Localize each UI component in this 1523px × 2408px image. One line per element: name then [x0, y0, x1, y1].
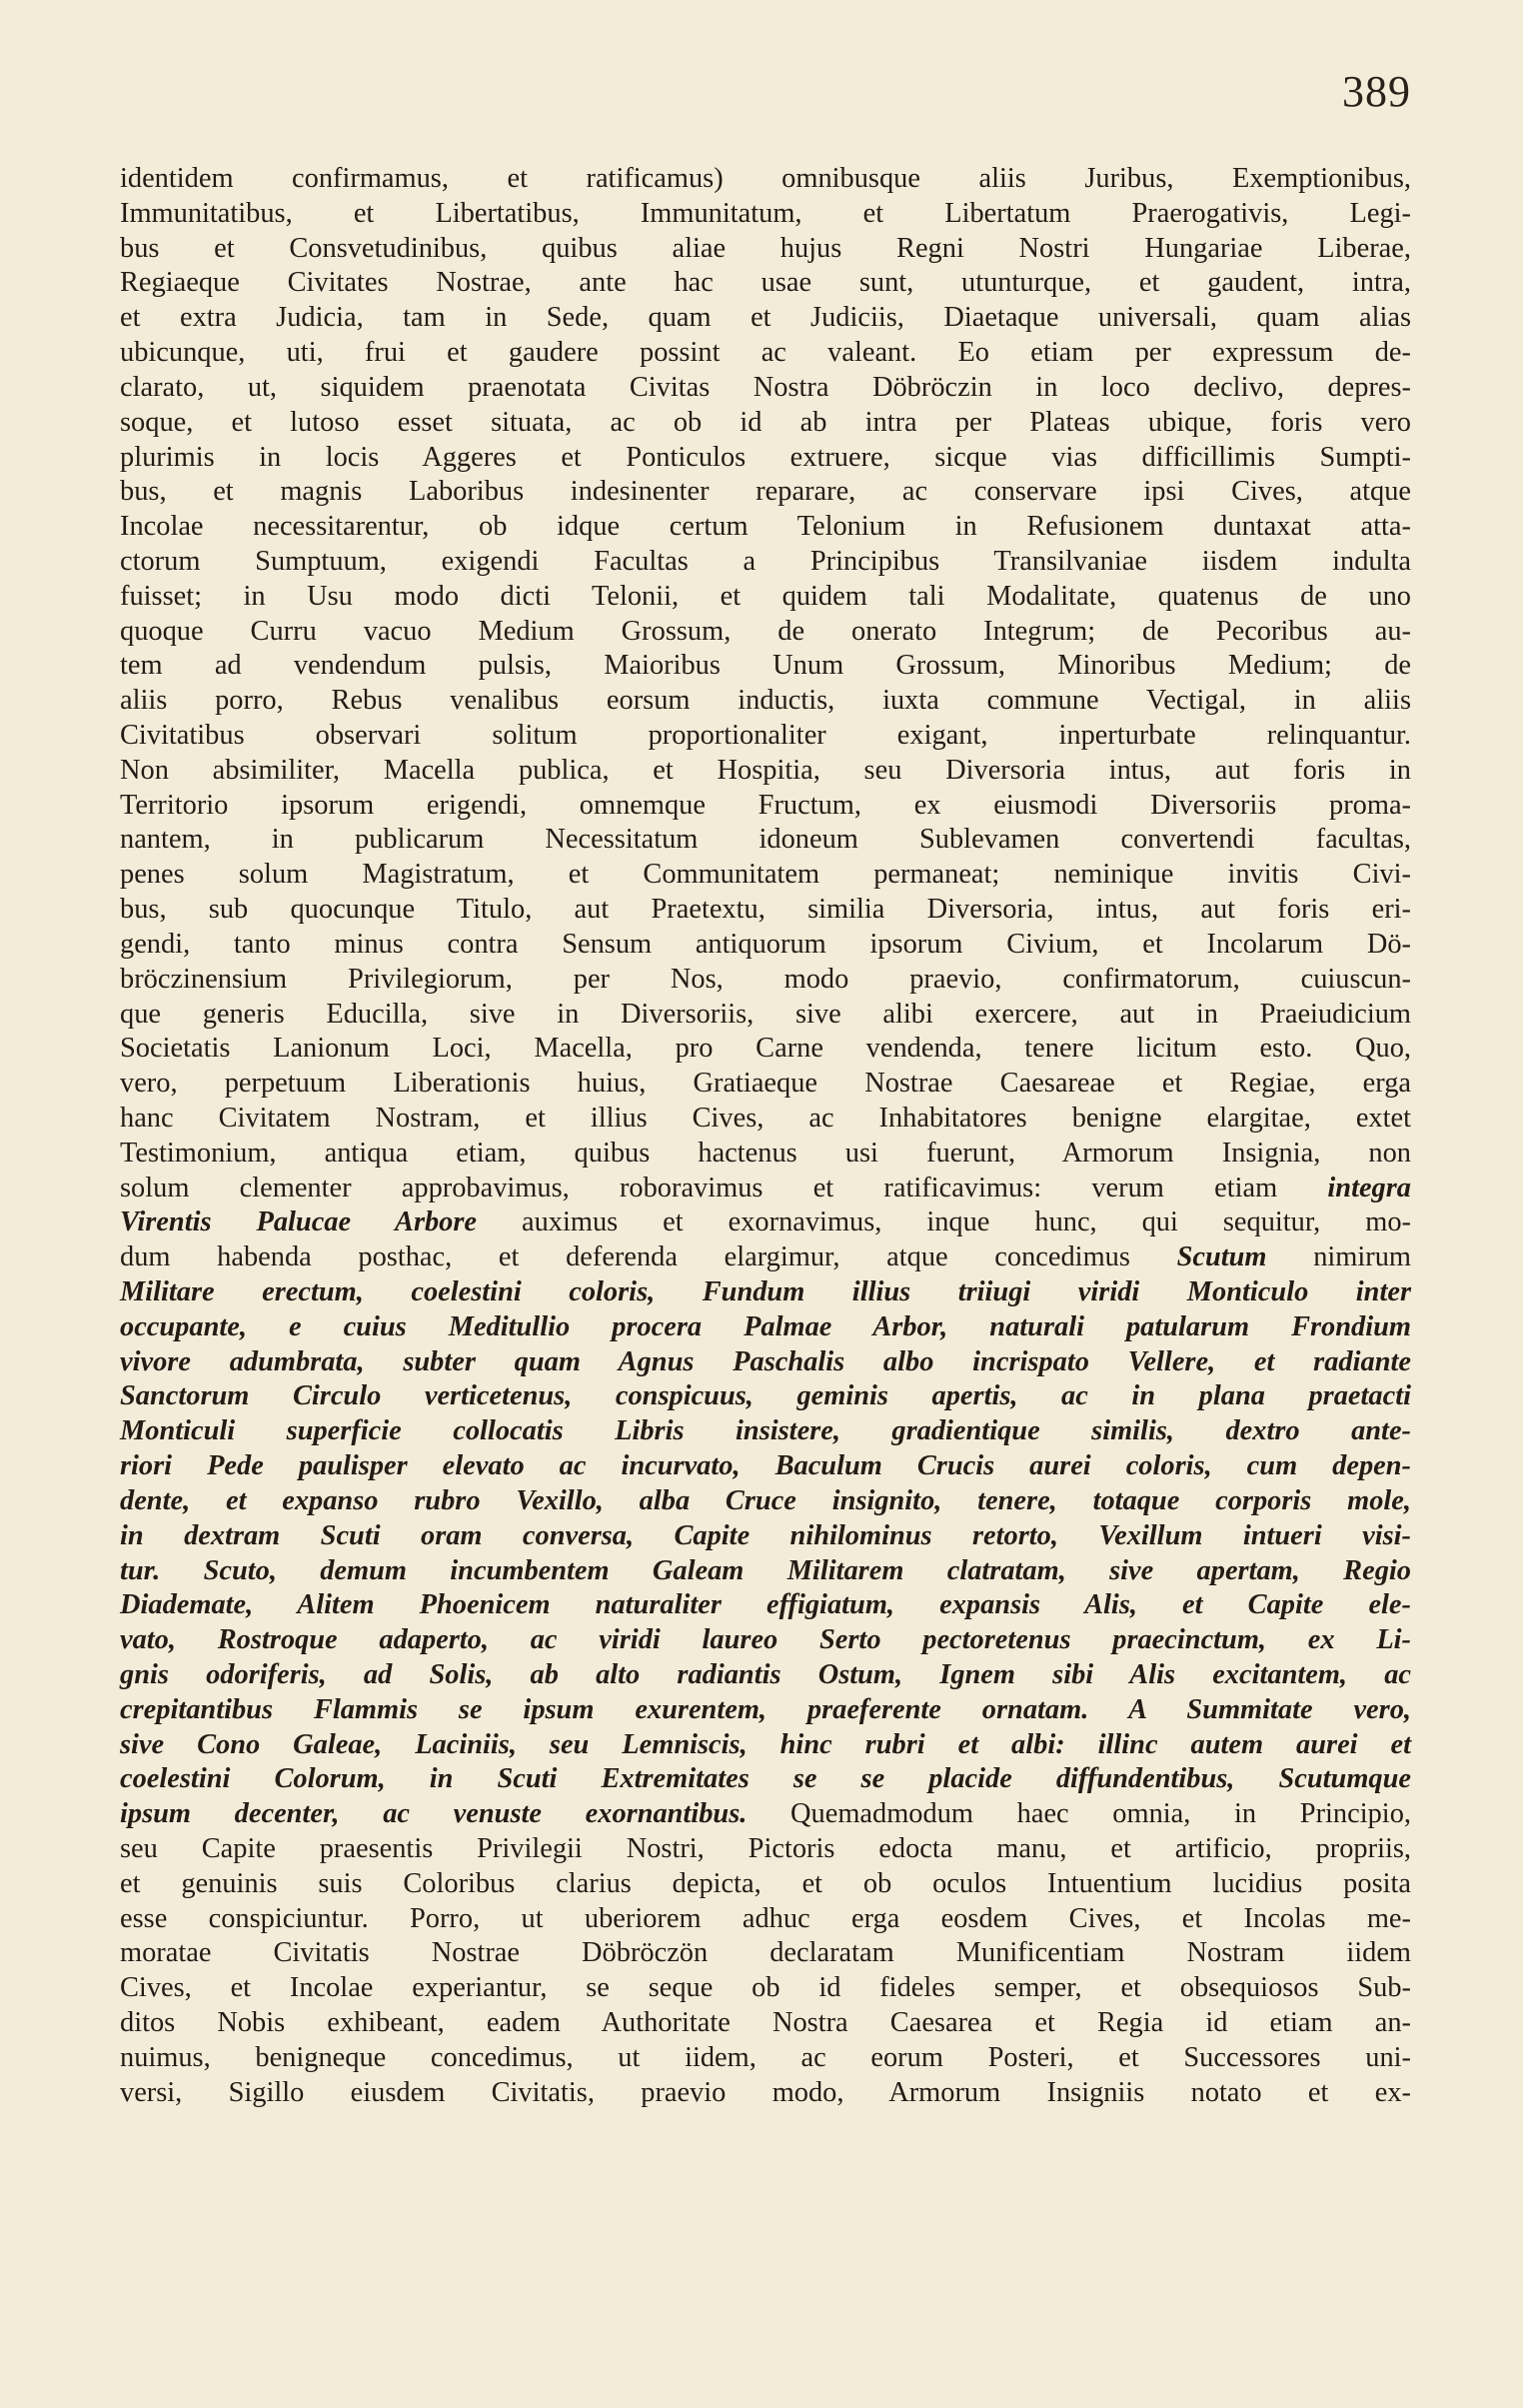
italic-segment: Sanctorum Circulo verticetenus, conspicuus, geminis apertis, ac in plana praetacti — [120, 1380, 1411, 1412]
text-segment: quoque Curru vacuo Medium Grossum, de onerato Integrum; de Pecoribus au- — [120, 615, 1411, 647]
text-segment: solum clementer approbavimus, roboravimus et ratificavimus: verum etiam — [120, 1172, 1328, 1204]
text-line — [120, 1832, 1411, 1867]
text-line — [120, 1588, 1411, 1623]
text-segment: fuisset; in Usu modo dicti Telonii, et quidem tali Modalitate, quatenus de uno — [120, 580, 1411, 612]
text-segment: Regiaeque Civitates Nostrae, ante hac usae sunt, utunturque, et gaudent, intra, — [120, 267, 1411, 299]
text-segment: ubicunque, uti, frui et gaudere possint ac valeant. Eo etiam per expressum de- — [120, 337, 1411, 369]
text-line — [120, 1971, 1411, 2006]
text-line — [120, 1797, 1411, 1832]
text-segment: moratae Civitatis Nostrae Döbröczön declaratam Munificentiam Nostram iidem — [120, 1937, 1411, 1969]
text-block — [120, 162, 1411, 2111]
text-line — [120, 1449, 1411, 1484]
text-line — [120, 336, 1411, 371]
text-segment: Quemadmodum haec omnia, in Principio, — [747, 1798, 1411, 1830]
text-line — [120, 301, 1411, 336]
text-segment: et genuinis suis Coloribus clarius depicta, et ob oculos Intuentium lucidius posita — [120, 1867, 1411, 1899]
text-line — [120, 1137, 1411, 1172]
text-line — [120, 1519, 1411, 1554]
text-line — [120, 1275, 1411, 1310]
text-line — [120, 1484, 1411, 1519]
text-segment: nuimus, benigneque concedimus, ut iidem, ac eorum Posteri, et Successores uni- — [120, 2041, 1411, 2073]
text-line — [120, 1867, 1411, 1902]
text-segment: et extra Judicia, tam in Sede, quam et Judiciis, Diaetaque universali, quam alias — [120, 302, 1411, 334]
text-line — [120, 1379, 1411, 1414]
italic-segment: Virentis Palucae Arbore — [120, 1206, 478, 1238]
text-line — [120, 545, 1411, 580]
text-segment: Incolae necessitarentur, ob idque certum Telonium in Refusionem duntaxat atta- — [120, 511, 1411, 543]
text-segment: Civitatibus observari solitum proportionaliter exigant, inperturbate relinquantur. — [120, 720, 1411, 751]
text-line — [120, 406, 1411, 441]
text-line — [120, 823, 1411, 858]
text-line — [120, 2076, 1411, 2111]
text-segment: hanc Civitatem Nostram, et illius Cives, ac Inhabitatores benigne elargitae, extet — [120, 1102, 1411, 1134]
text-segment: bus, et magnis Laboribus indesinenter reparare, ac conservare ipsi Cives, atque — [120, 476, 1411, 508]
text-line — [120, 998, 1411, 1033]
text-line — [120, 1728, 1411, 1763]
text-line — [120, 615, 1411, 650]
text-line — [120, 510, 1411, 545]
text-segment: nantem, in publicarum Necessitatum idoneum Sublevamen convertendi facultas, — [120, 824, 1411, 856]
text-segment: penes solum Magistratum, et Communitatem permaneat; neminique invitis Civi- — [120, 859, 1411, 891]
text-segment: vero, perpetuum Liberationis huius, Gratiaeque Nostrae Caesareae et Regiae, erga — [120, 1068, 1411, 1100]
text-line — [120, 371, 1411, 406]
italic-segment: integra — [1327, 1172, 1411, 1204]
text-line — [120, 649, 1411, 684]
italic-segment: Diademate, Alitem Phoenicem naturaliter effigiatum, expansis Alis, et Capite ele- — [120, 1589, 1411, 1621]
text-line — [120, 266, 1411, 301]
text-segment: que generis Educilla, sive in Diversoriis, sive alibi exercere, aut in Praeiudicium — [120, 998, 1411, 1030]
italic-segment: occupante, e cuius Meditullio procera Palmae Arbor, naturali patularum Frondium — [120, 1310, 1411, 1342]
italic-segment: sive Cono Galeae, Laciniis, seu Lemniscis, hinc rubri et albi: illinc autem aurei et — [120, 1728, 1411, 1760]
text-line — [120, 441, 1411, 476]
text-segment: clarato, ut, siquidem praenotata Civitas Nostra Döbröczin in loco declivo, depres- — [120, 371, 1411, 403]
text-segment: Testimonium, antiqua etiam, quibus hactenus usi fuerunt, Armorum Insignia, non — [120, 1137, 1411, 1169]
text-line — [120, 475, 1411, 510]
text-segment: auximus et exornavimus, inque hunc, qui sequitur, mo- — [477, 1206, 1411, 1238]
italic-segment: dente, et expanso rubro Vexillo, alba Cruce insignito, tenere, totaque corporis mole, — [120, 1484, 1411, 1516]
text-segment: Territorio ipsorum erigendi, omnemque Fructum, ex eiusmodi Diversoriis proma- — [120, 789, 1411, 821]
text-line — [120, 754, 1411, 789]
text-line — [120, 1658, 1411, 1693]
italic-segment: in dextram Scuti oram conversa, Capite nihilominus retorto, Vexillum intueri visi- — [120, 1519, 1411, 1551]
text-line — [120, 893, 1411, 928]
text-line — [120, 1762, 1411, 1797]
italic-segment: crepitantibus Flammis se ipsum exurentem, praeferente ornatam. A Summitate vero, — [120, 1693, 1411, 1725]
text-segment: tem ad vendendum pulsis, Maioribus Unum Grossum, Minoribus Medium; de — [120, 650, 1411, 682]
text-line — [120, 928, 1411, 963]
text-line — [120, 719, 1411, 754]
text-segment: bröczinensium Privilegiorum, per Nos, modo praevio, confirmatorum, cuiuscun- — [120, 963, 1411, 995]
text-segment: dum habenda posthac, et deferenda elargimur, atque concedimus — [120, 1241, 1177, 1273]
text-line — [120, 1623, 1411, 1658]
italic-segment: ipsum decenter, ac venuste exornantibus. — [120, 1798, 748, 1830]
text-line — [120, 2041, 1411, 2076]
text-segment: ditos Nobis exhibeant, eadem Authoritate Nostra Caesarea et Regia id etiam an- — [120, 2007, 1411, 2039]
text-line — [120, 1067, 1411, 1102]
text-line — [120, 1102, 1411, 1137]
text-segment: versi, Sigillo eiusdem Civitatis, praevio modo, Armorum Insigniis notato et ex- — [120, 2076, 1411, 2108]
text-line — [120, 1414, 1411, 1449]
text-line — [120, 197, 1411, 232]
text-line — [120, 1240, 1411, 1275]
text-line — [120, 1902, 1411, 1937]
text-line — [120, 1172, 1411, 1206]
italic-segment: coelestini Colorum, in Scuti Extremitates se se placide diffundentibus, Scutumque — [120, 1763, 1411, 1795]
italic-segment: vato, Rostroque adaperto, ac viridi laureo Serto pectoretenus praecinctum, ex Li- — [120, 1624, 1411, 1656]
text-line — [120, 1693, 1411, 1728]
italic-segment: tur. Scuto, demum incumbentem Galeam Militarem clatratam, sive apertam, Regio — [120, 1554, 1411, 1586]
page-number: 389 — [1342, 67, 1411, 116]
text-segment: bus, sub quocunque Titulo, aut Praetextu, similia Diversoria, intus, aut foris eri- — [120, 894, 1411, 926]
text-line — [120, 232, 1411, 267]
italic-segment: Monticuli superficie collocatis Libris insistere, gradientique similis, dextro ante- — [120, 1415, 1411, 1447]
text-line — [120, 1936, 1411, 1971]
text-segment: ctorum Sumptuum, exigendi Facultas a Principibus Transilvaniae iisdem indulta — [120, 545, 1411, 577]
text-line — [120, 1554, 1411, 1589]
text-line — [120, 1345, 1411, 1380]
text-line — [120, 858, 1411, 893]
text-segment: Cives, et Incolae experiantur, se seque ob id fideles semper, et obsequiosos Sub- — [120, 1972, 1411, 2004]
text-segment: bus et Consvetudinibus, quibus aliae hujus Regni Nostri Hungariae Liberae, — [120, 232, 1411, 264]
text-segment: aliis porro, Rebus venalibus eorsum inductis, iuxta commune Vectigal, in aliis — [120, 685, 1411, 717]
text-line — [120, 162, 1411, 197]
text-line — [120, 1310, 1411, 1345]
text-segment: Societatis Lanionum Loci, Macella, pro Carne vendenda, tenere licitum esto. Quo, — [120, 1033, 1411, 1065]
text-segment: Non absimiliter, Macella publica, et Hospitia, seu Diversoria intus, aut foris in — [120, 754, 1411, 786]
italic-segment: Scutum — [1176, 1241, 1267, 1273]
text-segment: soque, et lutoso esset situata, ac ob id ab intra per Plateas ubique, foris vero — [120, 406, 1411, 438]
text-line — [120, 789, 1411, 824]
italic-segment: gnis odoriferis, ad Solis, ab alto radiantis Ostum, Ignem sibi Alis excitantem, ac — [120, 1658, 1411, 1690]
italic-segment: riori Pede paulisper elevato ac incurvato, Baculum Crucis aurei coloris, cum depen- — [120, 1450, 1411, 1482]
text-segment: seu Capite praesentis Privilegii Nostri, Pictoris edocta manu, et artificio, propriis, — [120, 1833, 1411, 1864]
text-line — [120, 1205, 1411, 1240]
text-segment: nimirum — [1266, 1241, 1411, 1273]
italic-segment: vivore adumbrata, subter quam Agnus Paschalis albo incrispato Vellere, et radiante — [120, 1345, 1411, 1377]
text-segment: plurimis in locis Aggeres et Ponticulos extruere, sicque vias difficillimis Sumpti- — [120, 441, 1411, 473]
text-line — [120, 1032, 1411, 1067]
text-line — [120, 2006, 1411, 2041]
text-segment: identidem confirmamus, et ratificamus) omnibusque aliis Juribus, Exemptionibus, — [120, 163, 1411, 194]
text-segment: esse conspiciuntur. Porro, ut uberiorem adhuc erga eosdem Cives, et Incolas me- — [120, 1902, 1411, 1934]
text-segment: Immunitatibus, et Libertatibus, Immunitatum, et Libertatum Praerogativis, Legi- — [120, 197, 1411, 229]
text-line — [120, 580, 1411, 615]
text-line — [120, 963, 1411, 998]
text-segment: gendi, tanto minus contra Sensum antiquorum ipsorum Civium, et Incolarum Dö- — [120, 928, 1411, 960]
text-line — [120, 684, 1411, 719]
italic-segment: Militare erectum, coelestini coloris, Fundum illius triiugi viridi Monticulo inter — [120, 1276, 1411, 1307]
